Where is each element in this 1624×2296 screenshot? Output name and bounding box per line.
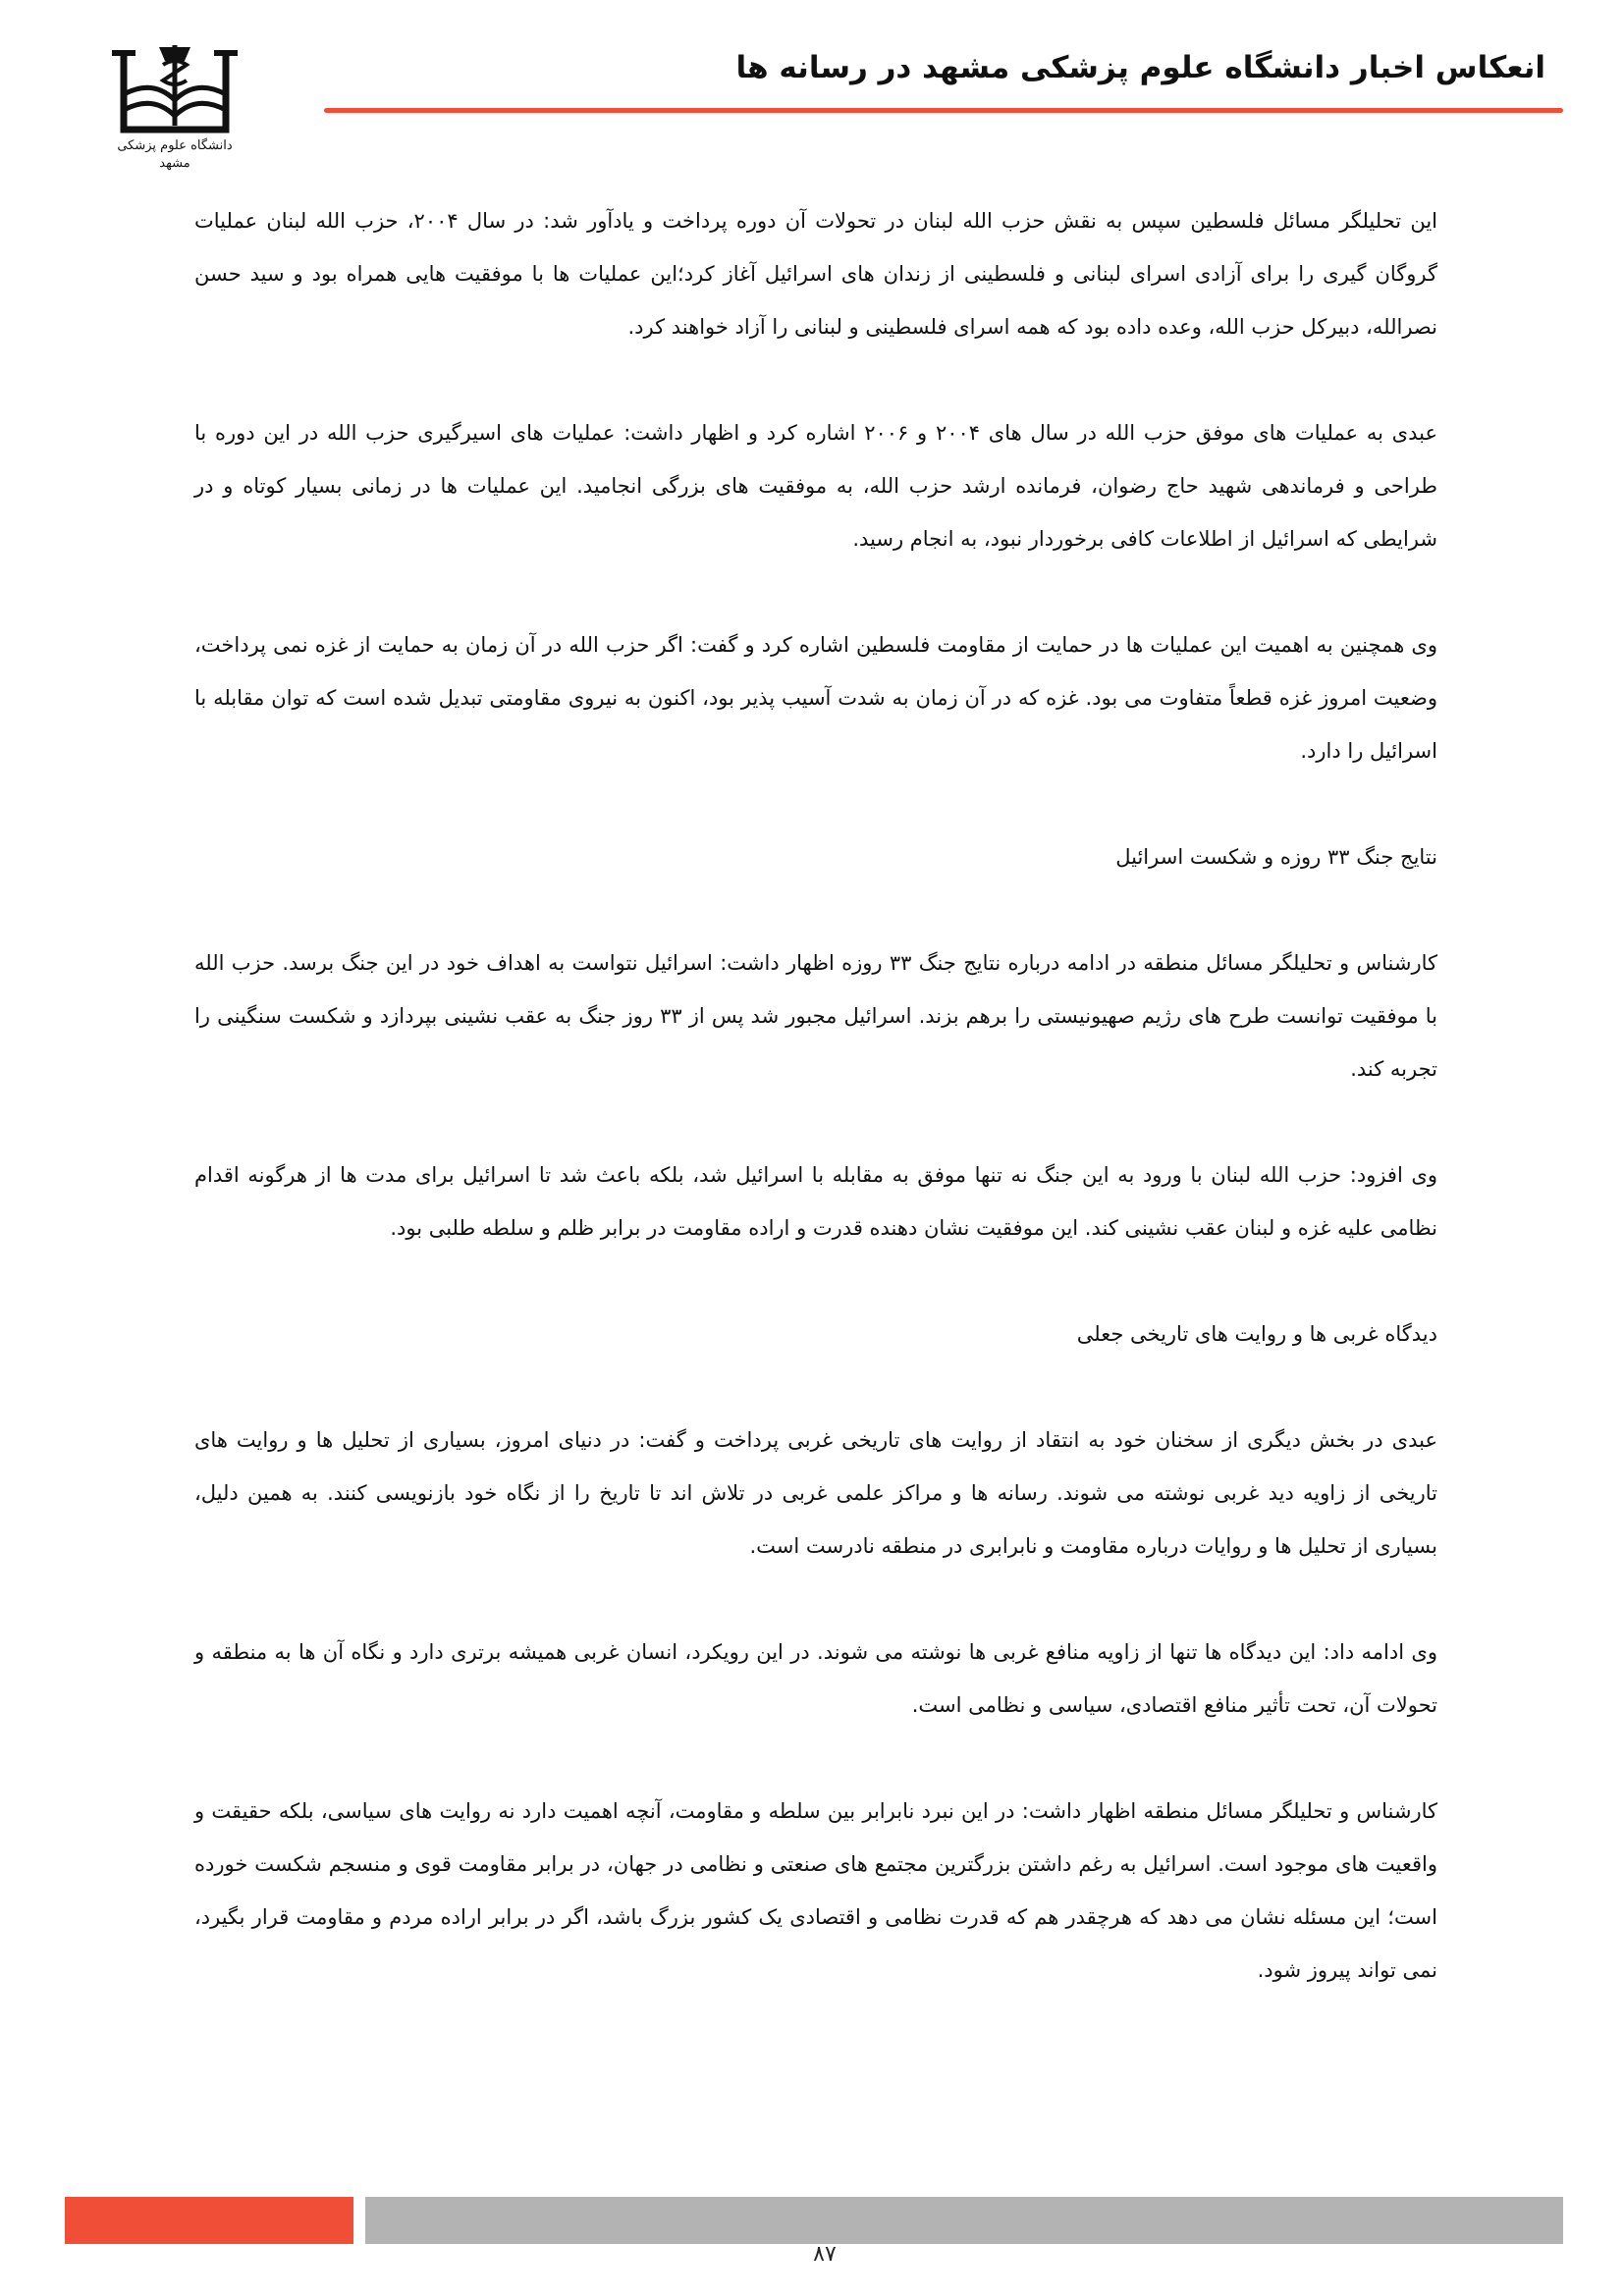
paragraph: وی ادامه داد: این دیدگاه ها تنها از زاویه منافع غربی ها نوشته می شوند. در این رویکرد، انسان غربی همیشه برتری دارد و نگاه آن ها به منطقه و تحولات آن، تحت تأثیر منافع اقتصادی، سیاسی و نظامی است. [194,1640,1437,1717]
paragraph: عبدی در بخش دیگری از سخنان خود به انتقاد از روایت های تاریخی غربی پرداخت و گفت: در دنیای امروز، بسیاری از تحلیل ها و روایت های تاریخی از زاویه دید غربی نوشته می شوند. رسانه ها و مراکز علمی غربی در تلاش اند تا تاریخ را از نگاه خود بازنویسی کنند. به همین دلیل، بسیاری از تحلیل ها و روایات درباره مقاومت و نابرابری در منطقه نادرست است. [194,1428,1437,1558]
header-rule [324,108,1563,113]
paragraph: وی همچنین به اهمیت این عملیات ها در حمایت از مقاومت فلسطین اشاره کرد و گفت: اگر حزب الله در آن زمان به حمایت از غزه نمی پرداخت، وضعیت امروز غزه قطعاً متفاوت می بود. غزه که در آن زمان به شدت آسیب پذیر بود، اکنون به نیروی مقاومتی تبدیل شده است که توان مقابله با اسرائیل را دارد. [194,633,1437,763]
paragraph: وی افزود: حزب الله لبنان با ورود به این جنگ نه تنها موفق به مقابله با اسرائیل شد، بلکه باعث شد تا اسرائیل برای مدت ها از هرگونه اقدام نظامی علیه غزه و لبنان عقب نشینی کند. این موفقیت نشان دهنده قدرت و اراده مقاومت در برابر ظلم و سلطه طلبی بود. [194,1163,1437,1240]
university-seal-icon [102,35,247,137]
section-heading: دیدگاه غربی ها و روایت های تاریخی جعلی [1076,1322,1437,1346]
paragraph: کارشناس و تحلیلگر مسائل منطقه اظهار داشت: در این نبرد نابرابر بین سلطه و مقاومت، آنچه اهمیت دارد نه روایت های سیاسی، بلکه حقیقت و واقعیت های موجود است. اسرائیل به رغم داشتن بزرگترین مجتمع های صنعتی و نظامی در جهان، در برابر مقاومت قوی و منسجم شکست خورده است؛ این مسئله نشان می دهد که هرچقدر هم که قدرت نظامی و اقتصادی یک کشور بزرگ باشد، اگر در برابر اراده مردم و مقاومت قرار بگیرد، نمی تواند پیروز شود. [194,1799,1437,1982]
page-header-title: انعکاس اخبار دانشگاه علوم پزشکی مشهد در رسانه ها [735,50,1545,85]
paragraph: کارشناس و تحلیلگر مسائل منطقه در ادامه درباره نتایج جنگ ۳۳ روزه اظهار داشت: اسرائیل نتواست به اهداف خود در این جنگ برسد. حزب الله با موفقیت توانست طرح های رژیم صهیونیستی را برهم بزند. اسرائیل مجبور شد پس از ۳۳ روز جنگ به عقب نشینی بپردازد و شکست سنگینی را تجربه کند. [194,951,1437,1081]
page-number: ۸۷ [813,2242,837,2267]
article-body [194,194,1437,2079]
paragraph: عبدی به عملیات های موفق حزب الله در سال های ۲۰۰۴ و ۲۰۰۶ اشاره کرد و اظهار داشت: عملیات های اسیرگیری حزب الله در این دوره با طراحی و فرماندهی شهید حاج رضوان، فرمانده ارشد حزب الله، به موفقیت های بزرگی انجامید. این عملیات ها در زمانی بسیار کوتاه و در شرایطی که اسرائیل از اطلاعات کافی برخوردار نبود، به انجام رسید. [194,421,1437,551]
logo-caption: دانشگاه علوم پزشکی مشهد [117,138,233,171]
section-heading: نتایج جنگ ۳۳ روزه و شکست اسرائیل [1115,845,1437,869]
footer-bar-grey [365,2197,1563,2244]
university-logo [102,35,247,173]
footer-bar-accent [65,2197,353,2244]
paragraph: این تحلیلگر مسائل فلسطین سپس به نقش حزب الله لبنان در تحولات آن دوره پرداخت و یادآور شد: در سال ۲۰۰۴، حزب الله لبنان عملیات گروگان گیری را برای آزادی اسرای لبنانی و فلسطینی از زندان های اسرائیل آغاز کرد؛این عملیات ها با موفقیت هایی همراه بود و سید حسن نصرالله، دبیرکل حزب الله، وعده داده بود که همه اسرای فلسطینی و لبنانی را آزاد خواهند کرد. [194,209,1438,339]
